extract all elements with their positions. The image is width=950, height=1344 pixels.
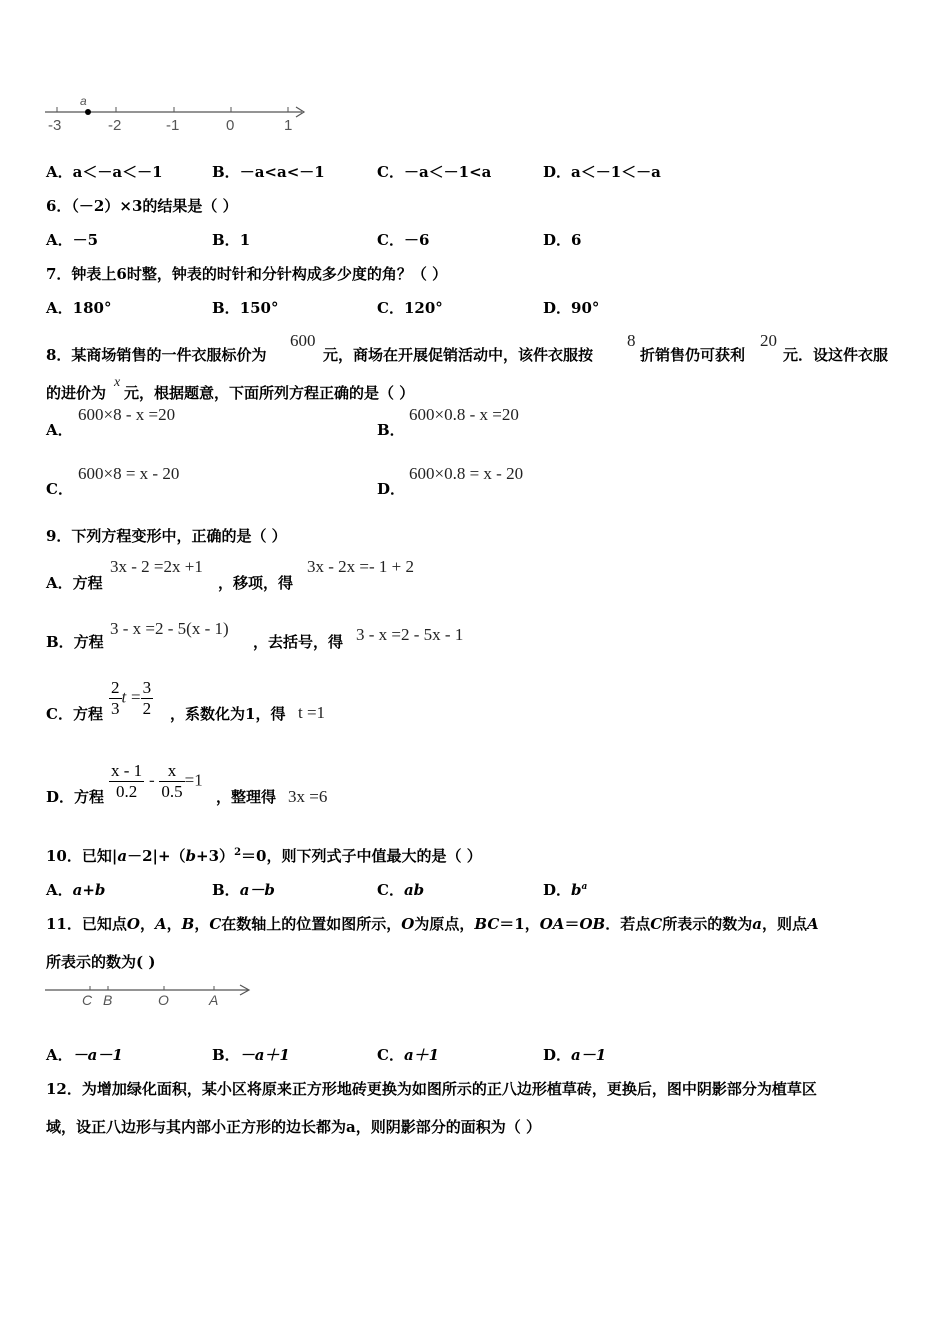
q8-option-a-letter[interactable]: A．: [46, 421, 73, 439]
q10-option-a[interactable]: A．a+b: [46, 881, 106, 899]
tick-label: -1: [166, 117, 180, 134]
q9-option-b-eq2: 3 - x =2 - 5x - 1: [356, 625, 464, 644]
q10-option-b[interactable]: B．a－b: [212, 881, 275, 899]
q9-option-c-eq2: t =1: [298, 703, 326, 722]
q8-line2-p2: 元，根据题意，下面所列方程正确的是（ ）: [124, 384, 415, 402]
q12-stem-line1: 12．为增加绿化面积，某小区将原来正方形地砖更换为如图所示的正八边形植草砖，更换后，图中阴影部分为植草区: [46, 1080, 817, 1098]
q8-profit: 20: [760, 331, 777, 350]
fraction: $\frac{x - 1}{0.2}$: [111, 761, 143, 801]
q9-option-c-prefix[interactable]: C．方程: [46, 705, 103, 723]
q11-stem-line1: 11．已知点O，A，B，C在数轴上的位置如图所示，O为原点，BC＝1，OA＝OB．若点C所表示的数为a，则点A: [46, 915, 819, 933]
tick-label: -3: [48, 117, 62, 134]
q8-stem-p1: 8．某商场销售的一件衣服标价为: [46, 346, 267, 364]
point-a-label: A: [209, 992, 219, 1008]
point-a: [85, 109, 91, 115]
q11-option-c[interactable]: C．a＋1: [377, 1046, 440, 1064]
q11-option-b[interactable]: B．－a＋1: [212, 1046, 290, 1064]
q5-option-d[interactable]: D．a＜－1＜－a: [543, 163, 661, 181]
q9-option-d-equation: $\frac{x - 1}{0.2}$ - $\frac{x}{0.5}$ =1: [111, 761, 203, 801]
q8-option-a-formula: 600×8 - x =20: [78, 405, 176, 424]
q8-option-b-letter[interactable]: B．: [377, 421, 405, 439]
point-o-label: O: [158, 992, 169, 1008]
tick-label: -2: [108, 117, 122, 134]
q9-option-a-prefix[interactable]: A．方程: [46, 574, 103, 592]
tick-label: 0: [226, 117, 235, 134]
q6-option-a[interactable]: A．－5: [46, 231, 99, 249]
q8-option-d-formula: 600×0.8 = x - 20: [409, 464, 524, 483]
q6-option-c[interactable]: C．－6: [377, 231, 430, 249]
point-a-label: a: [80, 94, 87, 108]
q10-option-c[interactable]: C．ab: [377, 881, 425, 899]
q10-option-d[interactable]: D．$b^a$: [543, 881, 588, 899]
point-c-label: C: [82, 992, 93, 1008]
q7-option-d[interactable]: D．90°: [543, 299, 600, 317]
q11-option-a[interactable]: A．－a－1: [46, 1046, 123, 1064]
q11-option-d[interactable]: D．a－1: [543, 1046, 607, 1064]
q10-stem: 10．已知$|a-2|+(b+3)^2=0$，则下列式子中值最大的是（ ）: [46, 847, 482, 865]
fraction: $\frac{x}{0.5}$: [161, 761, 183, 801]
q11-stem-line2: 所表示的数为( ): [46, 953, 156, 971]
q8-discount: 8: [627, 331, 636, 350]
q9-stem: 9．下列方程变形中，正确的是（ ）: [46, 527, 287, 545]
q7-stem: 7．钟表上6时整，钟表的时针和分针构成多少度的角？（ ）: [46, 265, 448, 283]
q8-stem-p4: 元．设这件衣服: [783, 346, 889, 364]
q8-option-b-formula: 600×0.8 - x =20: [409, 405, 519, 424]
q9-option-a-eq1: 3x - 2 =2x +1: [110, 557, 203, 576]
q9-option-d-mid: ，整理得: [216, 788, 277, 806]
q8-var: x: [114, 375, 121, 390]
q7-option-b[interactable]: B．150°: [212, 299, 279, 317]
q8-stem-p2: 元，商场在开展促销活动中，该件衣服按: [323, 346, 594, 364]
q9-option-b-mid: ，去括号，得: [253, 633, 344, 651]
q9-option-a-mid: ，移项，得: [218, 574, 294, 592]
q6-option-b[interactable]: B．1: [212, 231, 251, 249]
q8-option-d-letter[interactable]: D．: [377, 480, 406, 498]
q8-stem-p3: 折销售仍可获利: [640, 346, 746, 364]
q5-option-b[interactable]: B．－a<a<－1: [212, 163, 325, 181]
q8-line2-p1: 的进价为: [46, 384, 107, 402]
q9-option-d-prefix[interactable]: D．方程: [46, 788, 105, 806]
q5-option-c[interactable]: C．－a＜－1<a: [377, 163, 492, 181]
q8-price: 600: [290, 331, 316, 350]
q9-option-b-eq1: 3 - x =2 - 5(x - 1): [110, 619, 229, 638]
q9-option-b-prefix[interactable]: B．方程: [46, 633, 104, 651]
point-b-label: B: [103, 992, 113, 1008]
q7-option-a[interactable]: A．180°: [46, 299, 112, 317]
q5-option-a[interactable]: A．a＜－a＜－1: [46, 163, 163, 181]
fraction: $\frac{3}{2}$: [142, 678, 152, 718]
q7-option-c[interactable]: C．120°: [377, 299, 443, 317]
fraction: $\frac{2}{3}$: [111, 678, 120, 718]
q12-stem-line2: 域，设正八边形与其内部小正方形的边长都为a，则阴影部分的面积为（ ）: [46, 1118, 541, 1136]
q8-option-c-formula: 600×8 = x - 20: [78, 464, 180, 483]
number-line-figure: [40, 92, 315, 137]
q9-option-a-eq2: 3x - 2x =- 1 + 2: [307, 557, 414, 576]
q9-option-c-mid: ，系数化为1，得: [170, 705, 286, 723]
q9-option-d-eq2: 3x =6: [288, 787, 328, 806]
tick-label: 1: [284, 117, 293, 134]
q9-option-c-equation: $\frac{2}{3}$ t = $\frac{3}{2}$: [111, 678, 152, 718]
q8-option-c-letter[interactable]: C．: [46, 480, 73, 498]
q11-number-line-figure: [40, 980, 260, 1012]
q6-option-d[interactable]: D．6: [543, 231, 582, 249]
q6-stem: 6．（－2）×3的结果是（ ）: [46, 197, 238, 215]
